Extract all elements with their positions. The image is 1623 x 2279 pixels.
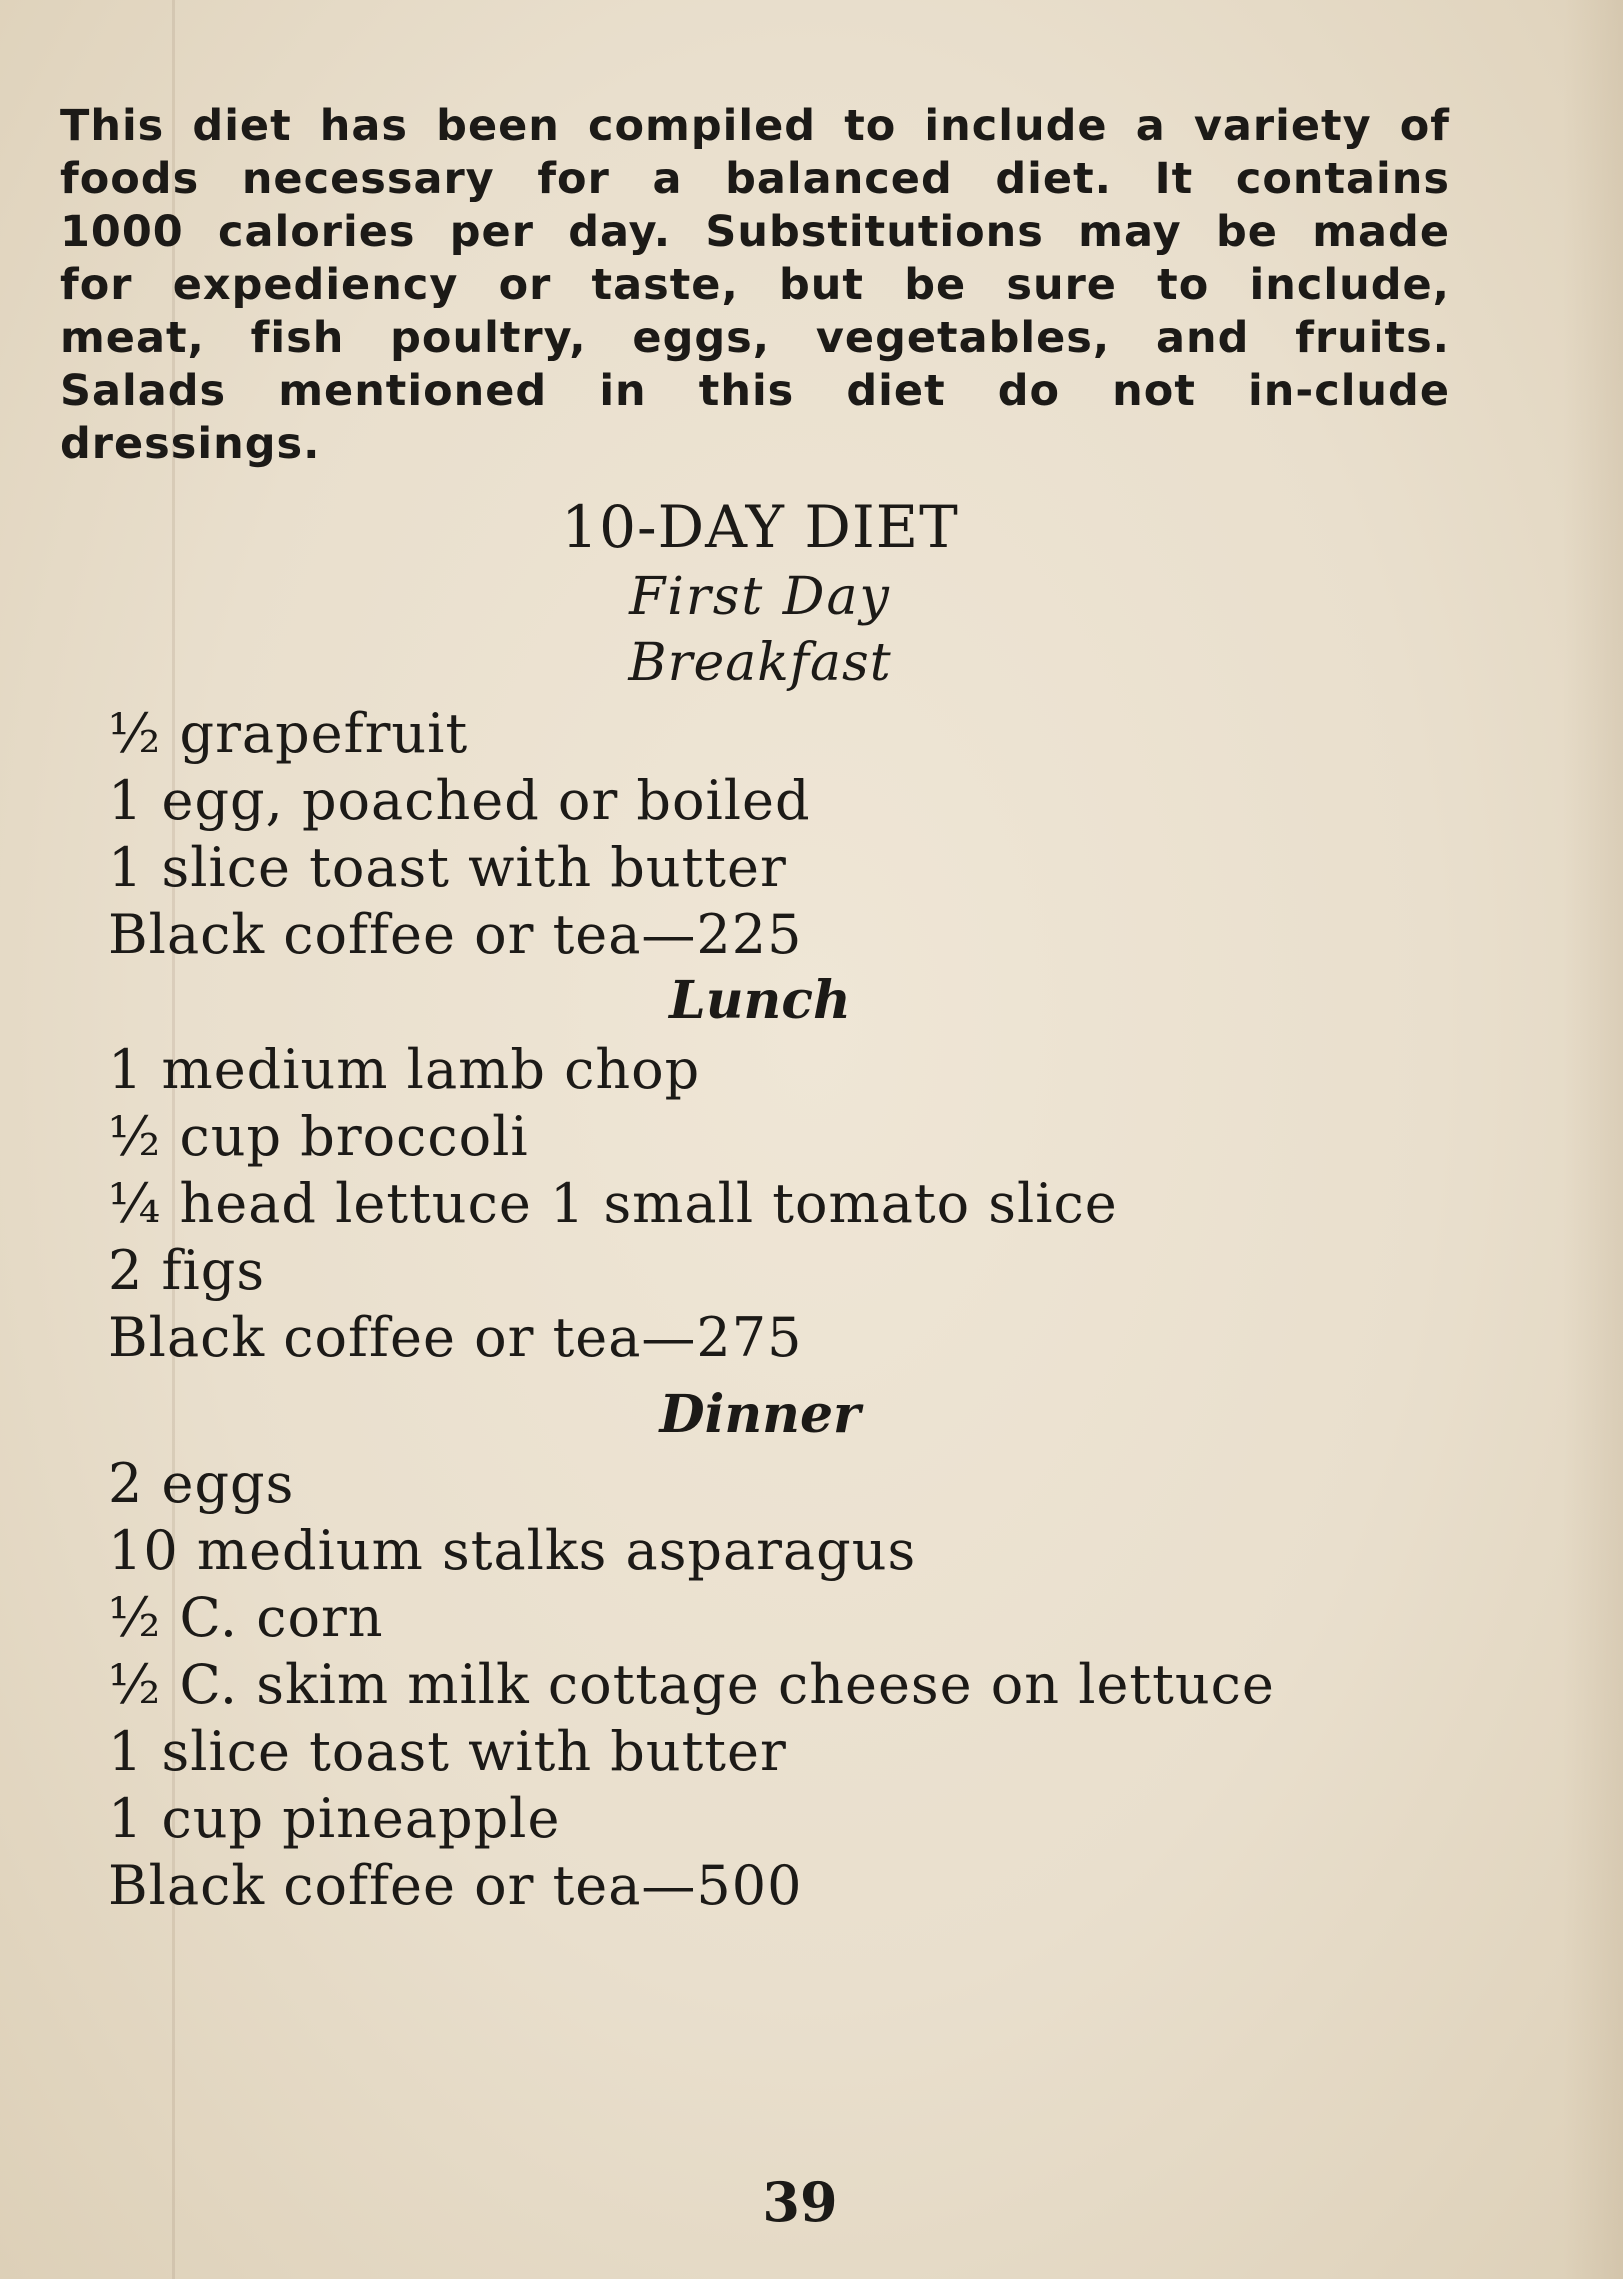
page-number: 39 (762, 2170, 838, 2234)
list-item: 2 figs (108, 1239, 266, 1302)
list-item: ¼ head lettuce 1 small tomato slice (108, 1172, 1118, 1235)
lunch-heading: Lunch (669, 970, 851, 1031)
list-item: ½ C. corn (108, 1586, 384, 1649)
breakfast-heading: Breakfast (628, 633, 892, 693)
list-item: Black coffee or tea—275 (108, 1306, 803, 1369)
intro-paragraph: This diet has been compiled to include a variety of foods necessary for a balanced diet. It contains 1000 calories per day. Substitutions may be made for expediency or taste, but be sure to include, meat, fish poultry, eggs, vegetables, and fruits. Salads mentioned in this diet do not in-clude dressings. (60, 101, 1450, 469)
list-item: 1 medium lamb chop (108, 1038, 701, 1101)
list-item: 1 slice toast with butter (108, 836, 787, 899)
dinner-heading: Dinner (659, 1384, 861, 1445)
list-item: 1 egg, poached or boiled (108, 769, 811, 832)
list-item: ½ C. skim milk cottage cheese on lettuce (108, 1653, 1275, 1716)
list-item: 2 eggs (108, 1452, 295, 1515)
list-item: ½ grapefruit (108, 702, 469, 765)
list-item: Black coffee or tea—500 (108, 1854, 803, 1917)
list-item: 10 medium stalks asparagus (108, 1519, 917, 1582)
list-item: ½ cup broccoli (108, 1105, 529, 1168)
list-item: 1 slice toast with butter (108, 1720, 787, 1783)
lunch-list (108, 1036, 1118, 1371)
dinner-list (108, 1450, 1275, 1919)
diet-title: 10-DAY DIET (561, 493, 959, 561)
day-label: First Day (629, 567, 891, 627)
page-edge-shadow (1563, 0, 1623, 2279)
list-item: Black coffee or tea—225 (108, 903, 803, 966)
breakfast-list (108, 700, 811, 968)
list-item: 1 cup pineapple (108, 1787, 561, 1850)
